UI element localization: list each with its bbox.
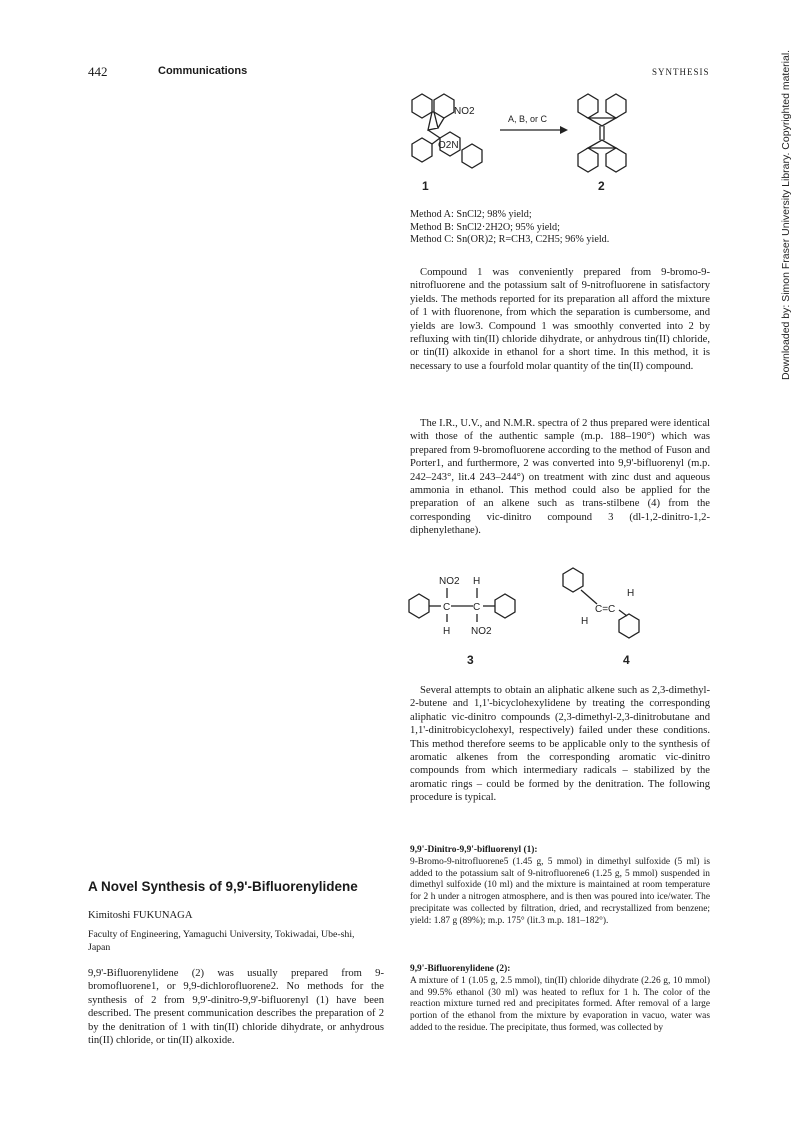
body-paragraph: [410, 684, 710, 805]
method-b: Method B: SnCl2·2H2O; 95% yield;: [410, 221, 560, 233]
procedure-heading: 9,9'-Dinitro-9,9'-bifluorenyl (1):: [410, 845, 538, 855]
hydrogen-label: H: [581, 616, 589, 627]
ring: [434, 94, 454, 118]
body-paragraph: [410, 266, 710, 373]
compound-label-4: 4: [623, 653, 630, 667]
paragraph-text: Several attempts to obtain an aliphatic alkene such as 2,3-dimethyl-2-butene and 1,1'-bicyclohexylidene by treating the corresponding aliphatic vic-dinitro compounds (2,3-dimethyl-2,3-dinitrobutane and 1,1'-dinitrobicyclohexyl, respectively) failed under these conditions. This method therefore seems to be applicable only to the synthesis of aromatic alkenes from the corresponding aromatic vic-dinitro compounds from which intermediary radicals – stabilized by the aromatic rings – could be formed by the denitration. The following procedure is typical.: [410, 685, 710, 804]
reagent-label: A, B, or C: [508, 114, 548, 124]
author-name: Kimitoshi FUKUNAGA: [88, 910, 193, 921]
compound-label-2: 2: [598, 179, 605, 193]
section-title: Communications: [158, 65, 248, 77]
hydrogen-label: H: [627, 588, 635, 599]
nitro-label: NO2: [454, 106, 475, 117]
paragraph-text: Compound 1 was conveniently prepared from 9-bromo-9-nitrofluorene and the potassium salt of 9-nitrofluorene in satisfactory yields. The methods reported for its preparation all afford the mixture of 1 with fluorenone, from which the separation is cumbersome, and yields are low3. Compound 1 was smoothly converted into 2 by refluxing with tin(II) chloride dihydrate, or anhydrous tin(II) chloride, or tin(II) alkoxide in ethanol for a short time. In this method, it is necessary to use a fourfold molar quantity of the tin(II) compound.: [410, 267, 710, 372]
download-notice-text: Downloaded by: Simon Fraser University Library. Copyrighted material.: [780, 49, 792, 380]
paragraph-text: 9,9'-Bifluorenylidene (2) was usually prepared from 9-bromofluorene1, or 9,9-dichlorofluorene2. No methods for the synthesis of 2 from 9,9'-dinitro-9,9'-bifluorenyl (1) have been described. The present communication describes the preparation of 2 by the denitration of 1 with tin(II) chloride dihydrate, or anhydrous tin(II) chloride, or tin(II) alkoxide.: [88, 968, 384, 1047]
intro-paragraph: [88, 967, 384, 1047]
ring: [412, 94, 432, 118]
carbon-label: C: [443, 602, 451, 613]
procedure-text: 9-Bromo-9-nitrofluorene5 (1.45 g, 5 mmol) in dimethyl sulfoxide (5 ml) is added to the potassium salt of 9-nitrofluorene6 (1.25 g, 5 mmol) suspended in dimethyl sulfoxide (10 ml) and the mixture is maintained at room temperature for 2 h under a nitrogen atmosphere, and is then was poured into ice/water. The precipitate was collected by filtration, dried, and recrystallized from benzene; yield: 1.87 g (89%); m.p. 175° (lit.3 m.p. 181–182°).: [410, 856, 710, 926]
body-paragraph: [410, 417, 710, 538]
scheme-bifluorenyl-to-bifluorenylidene: [400, 88, 730, 198]
article-title: A Novel Synthesis of 9,9'-Bifluorenylidene: [88, 879, 358, 894]
method-c: Method C: Sn(OR)2; R=CH3, C2H5; 96% yield.: [410, 234, 610, 246]
experimental-section: [410, 845, 710, 928]
paragraph-text: The I.R., U.V., and N.M.R. spectra of 2 thus prepared were identical with those of the authentic sample (m.p. 188–190°) which was prepared from 9-bromofluorene according to the method of Fuson and Porter1, and furthermore, 2 was converted into 9,9'-bifluorenyl (m.p. 242–243°, lit.4 243–244°) on treatment with zinc dust and aqueous ammonia in ethanol. This method could also be applied for the preparation of an alkene such as trans-stilbene (4) from the corresponding vic-dinitro compound 3 (dl-1,2-dinitro-1,2-diphenylethane).: [410, 418, 710, 537]
nitro-label: NO2: [439, 576, 460, 587]
compound-label-3: 3: [467, 653, 474, 667]
author-affiliation: Faculty of Engineering, Yamaguchi University, Tokiwadai, Ube-shi, Japan: [88, 929, 355, 953]
nitro-label: O2N: [438, 140, 459, 151]
experimental-section: [410, 964, 710, 1035]
carbon-label: C: [473, 602, 481, 613]
procedure-heading: 9,9'-Bifluorenylidene (2):: [410, 964, 511, 974]
nitro-label: NO2: [471, 626, 492, 637]
methods-list: [410, 209, 609, 247]
method-a: Method A: SnCl2; 98% yield;: [410, 209, 532, 220]
procedure-text: A mixture of 1 (1.05 g, 2.5 mmol), tin(II) chloride dihydrate (2.26 g, 10 mmol) and 99.5% ethanol (30 ml) was heated to reflux for 1 h. The color of the reaction mixture turned red and precipitates formed. After removal of a large portion of the ethanol from the mixture by evaporation in vacuo, water was added to the residue. The precipitate, thus formed, was collected by: [410, 975, 710, 1033]
hydrogen-label: H: [473, 576, 481, 587]
compound-label-1: 1: [422, 179, 429, 193]
scheme-dinitro-stilbene: [405, 566, 715, 672]
page-number: 442: [88, 64, 108, 79]
alkene-label: C=C: [595, 604, 616, 615]
journal-name: SYNTHESIS: [652, 67, 710, 77]
hydrogen-label: H: [443, 626, 451, 637]
